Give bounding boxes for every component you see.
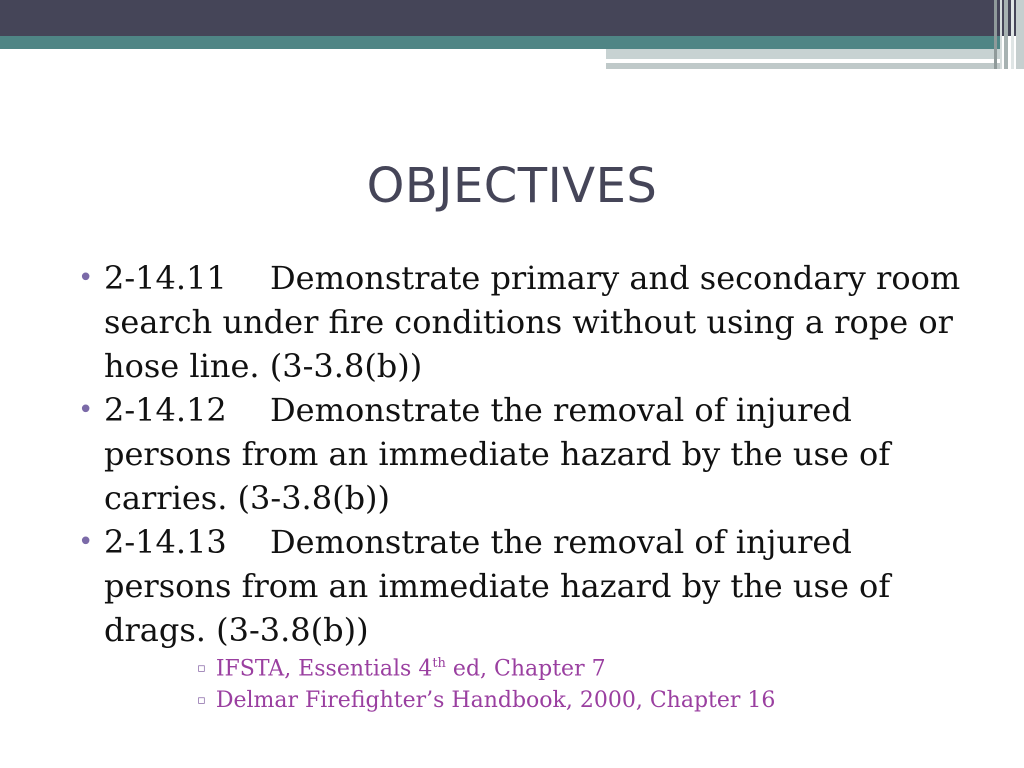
objective-code: 2-14.13 (104, 523, 227, 561)
objective-item (78, 256, 978, 388)
objective-item (78, 520, 978, 652)
square-bullet-icon: ▫ (197, 661, 206, 677)
reference-item (197, 656, 606, 681)
bullet-icon: • (78, 527, 94, 557)
objective-code: 2-14.12 (104, 391, 227, 429)
objective-text: Demonstrate primary and secondary room search under fire conditions without using a rope or hose line. (3-3.8(b)) (104, 259, 961, 385)
header-accent-light (606, 49, 1001, 59)
reference-text-start: Delmar Firefighter’s Handbook, 2000, Chapter 16 (215, 688, 776, 713)
reference-text-start: IFSTA, Essentials 4 (215, 656, 433, 682)
header-accent-lower (606, 63, 1001, 69)
objective-item (78, 388, 978, 520)
objective-code: 2-14.11 (104, 259, 227, 297)
reference-text-end: ed, Chapter 7 (445, 656, 606, 682)
bullet-icon: • (78, 395, 94, 425)
reference-superscript: th (432, 656, 446, 671)
objectives-list (78, 256, 978, 652)
header-band-teal (0, 36, 1000, 49)
objective-text: Demonstrate the removal of injured persons from an immediate hazard by the use of drags. (3-3.8(b)) (104, 523, 891, 649)
bullet-icon: • (78, 263, 94, 293)
header-band-dark (0, 0, 1024, 36)
slide-title: OBJECTIVES (366, 158, 658, 214)
objective-text: Demonstrate the removal of injured persons from an immediate hazard by the use of carries. (3-3.8(b)) (104, 391, 891, 517)
square-bullet-icon: ▫ (197, 693, 206, 708)
header-vertical-stripes (994, 0, 1024, 69)
reference-item (197, 688, 775, 713)
